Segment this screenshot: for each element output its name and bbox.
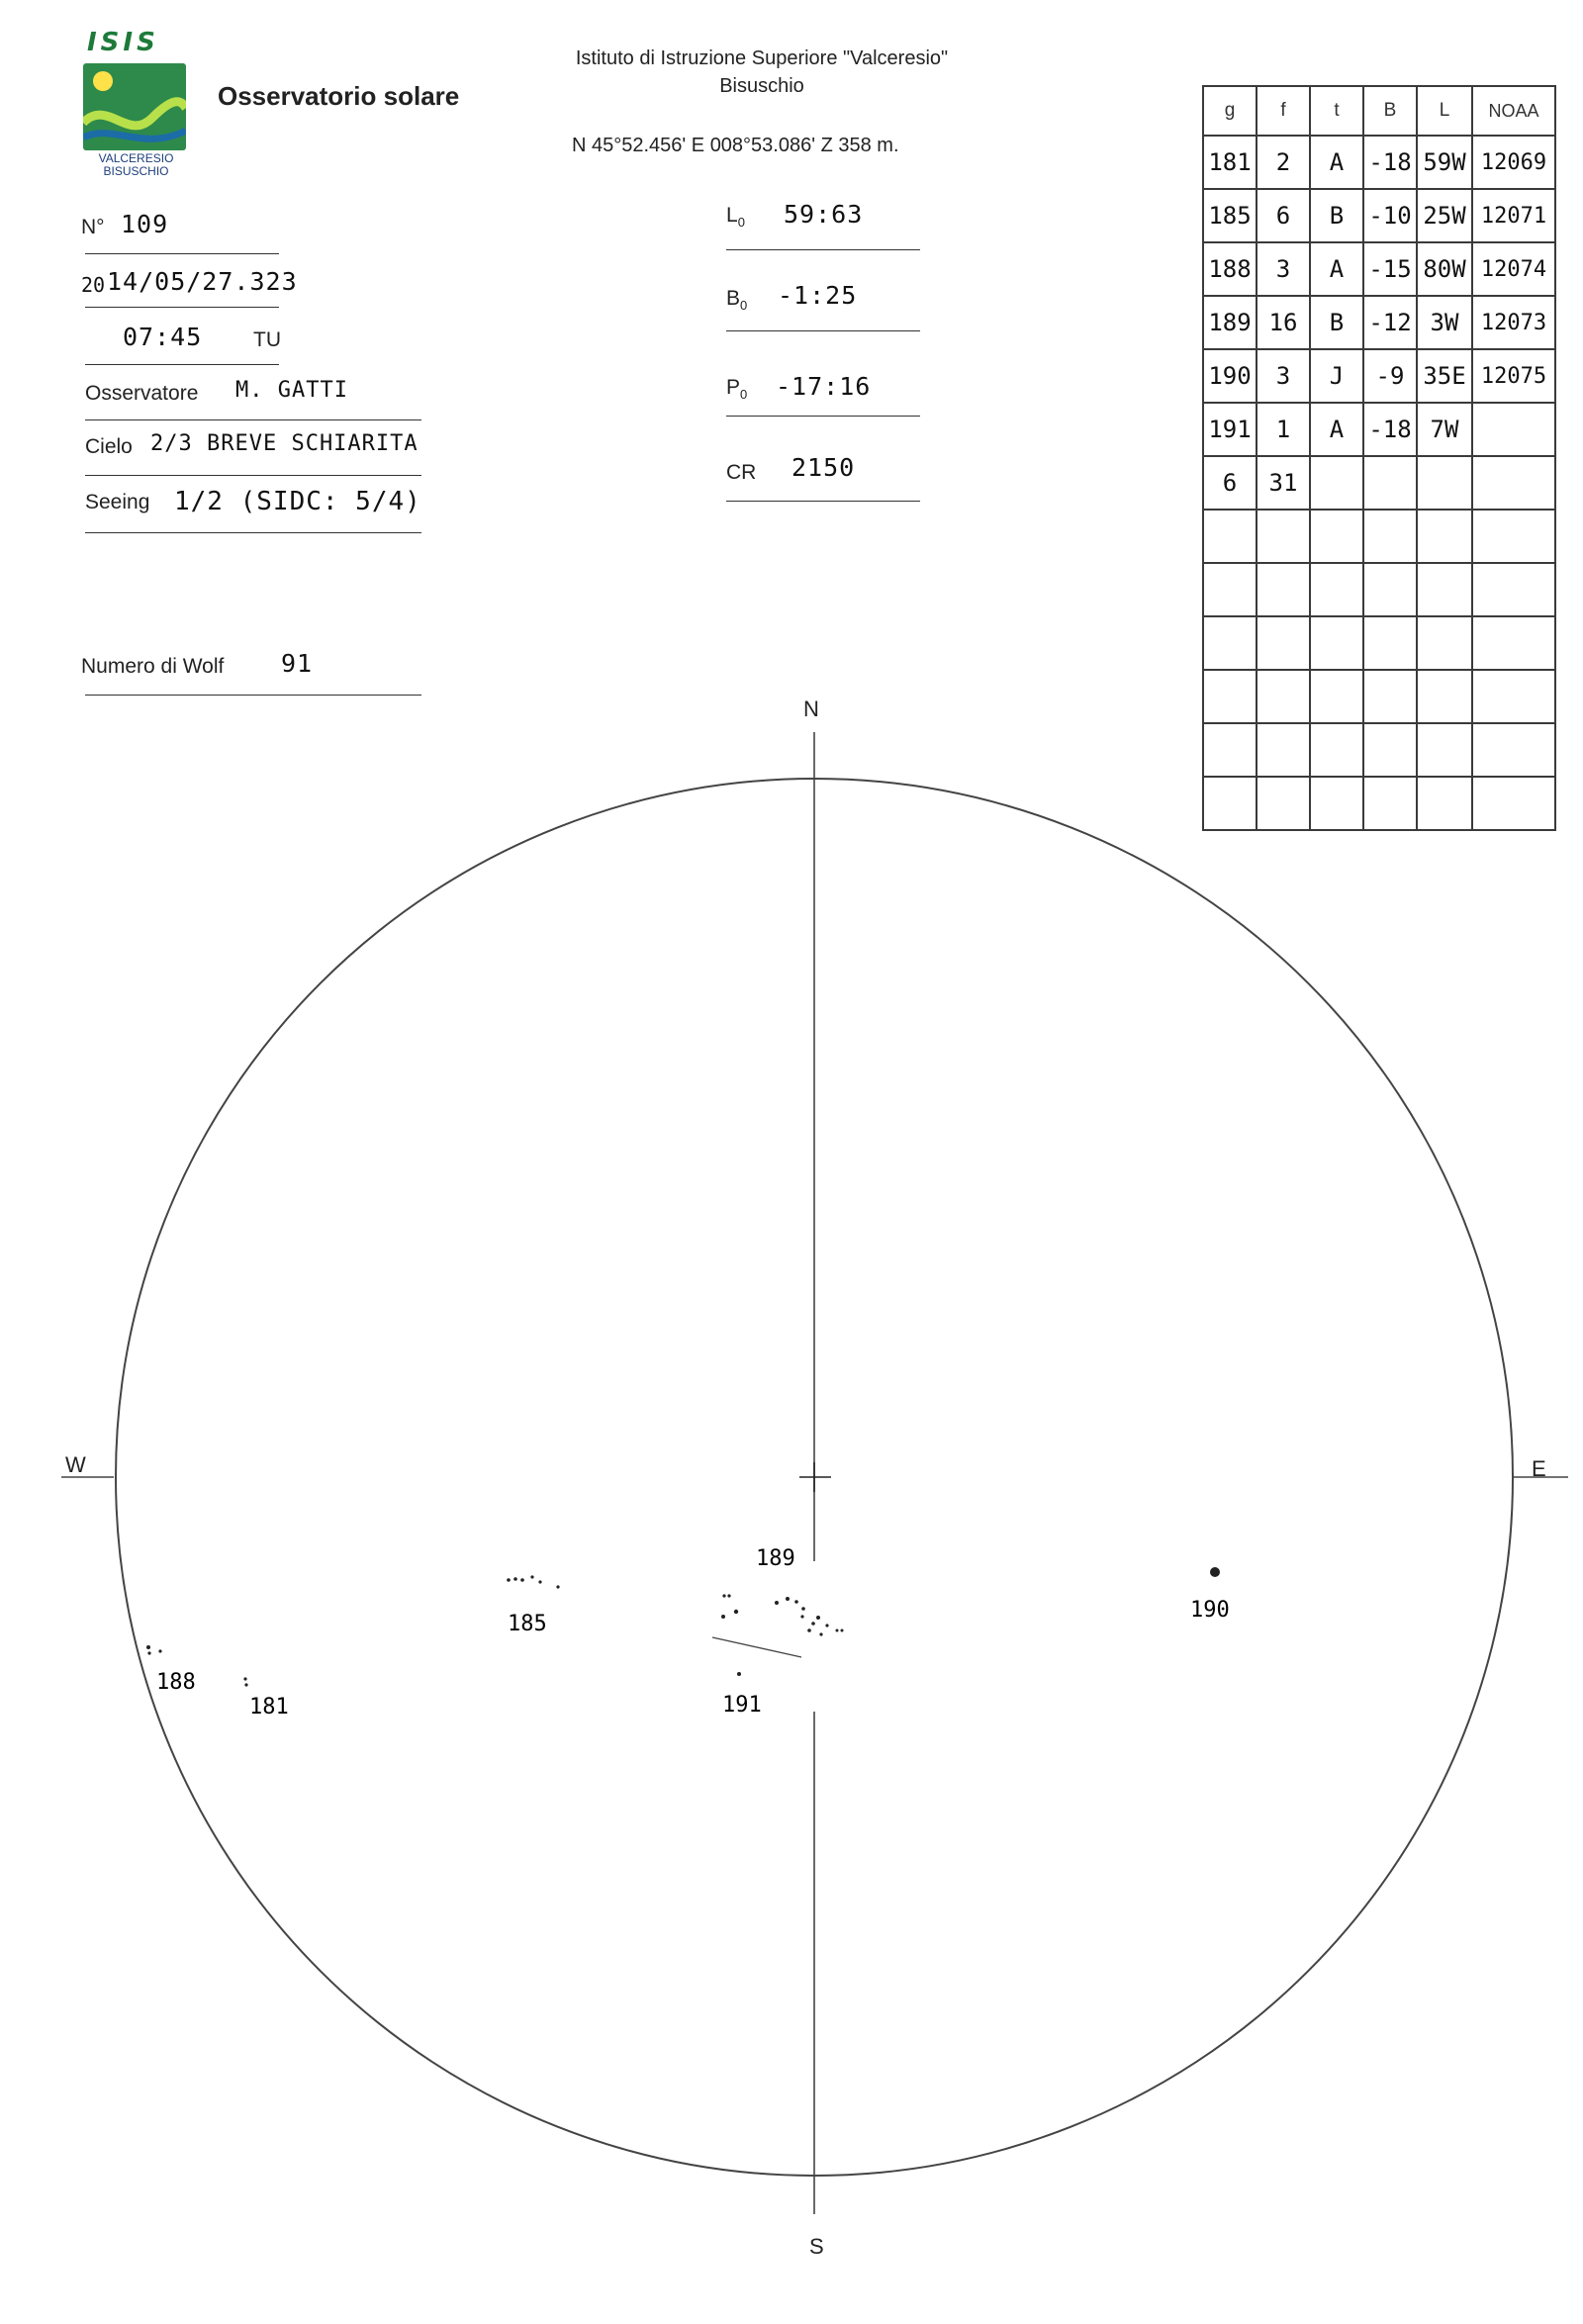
table-cell: B [1310,189,1363,242]
table-cell: A [1310,242,1363,296]
table-cell: 3 [1257,242,1310,296]
table-cell: 3 [1257,349,1310,403]
record-number: 109 [121,210,169,238]
table-header-cell: L [1417,86,1472,136]
table-cell: 2 [1257,136,1310,189]
p0-label-sub: 0 [740,387,748,403]
table-cell: 3W [1417,296,1472,349]
b0-value: -1:25 [778,281,858,310]
table-cell: 59W [1417,136,1472,189]
observation-time: 07:45 [123,323,203,351]
logo-line1: VALCERESIO [98,151,174,165]
table-cell: 190 [1203,349,1257,403]
p0-label-text: P [726,376,741,399]
cr-label: CR [726,461,757,484]
sunspot-group-189 [721,1594,844,1635]
wolf-number-label: Numero di Wolf [81,655,225,678]
observer-label: Osservatore [85,382,199,405]
table-cell: 185 [1203,189,1257,242]
b0-label-text: B [726,287,741,310]
table-header-cell: t [1310,86,1363,136]
number-label: N° [81,216,105,238]
table-cell: 12075 [1472,349,1555,403]
page-title: Osservatorio solare [218,81,460,111]
date-prefix: 20 [81,273,106,297]
group-label-189: 189 [756,1546,795,1571]
table-cell: 189 [1203,296,1257,349]
group-label-190: 190 [1190,1598,1230,1623]
table-cell: B [1310,296,1363,349]
table-cell: 12073 [1472,296,1555,349]
table-cell: -9 [1363,349,1417,403]
b0-label-sub: 0 [740,298,748,314]
group-separator-line [712,1637,801,1657]
table-cell: -18 [1363,136,1417,189]
sky-label: Cielo [85,435,133,458]
seeing-value: 1/2 (SIDC: 5/4) [174,487,421,516]
cr-value: 2150 [792,453,856,482]
table-cell: -10 [1363,189,1417,242]
observation-date: 14/05/27.323 [107,267,298,296]
table-header-cell: f [1257,86,1310,136]
table-cell: 25W [1417,189,1472,242]
north-label: N [803,697,819,721]
sunspot-group-190 [1210,1567,1220,1577]
table-cell: 7W [1417,403,1472,456]
p0-value: -17:16 [776,372,872,401]
sunspot-group-188 [146,1645,162,1655]
wolf-number: 91 [281,649,314,678]
time-unit: TU [253,328,281,351]
sky-condition: 2/3 BREVE SCHIARITA [150,431,419,456]
group-label-191: 191 [722,1693,762,1718]
table-cell: 35E [1417,349,1472,403]
west-label: W [65,1452,86,1477]
table-cell: 80W [1417,242,1472,296]
group-label-185: 185 [508,1612,547,1636]
institute-name: Istituto di Istruzione Superiore "Valceresio" [575,47,949,69]
l0-value: 59:63 [784,200,864,229]
table-cell: J [1310,349,1363,403]
table-cell: -18 [1363,403,1417,456]
table-header-cell: NOAA [1472,86,1555,136]
table-cell: 188 [1203,242,1257,296]
table-cell: 12071 [1472,189,1555,242]
south-label: S [809,2234,824,2259]
group-label-188: 188 [156,1670,196,1695]
seeing-label: Seeing [85,491,150,513]
observatory-coordinates: N 45°52.456' E 008°53.086' Z 358 m. [572,135,899,156]
institute-town: Bisuschio [719,75,804,97]
east-label: E [1532,1456,1546,1481]
table-cell: 6 [1257,189,1310,242]
table-cell: 31 [1257,456,1310,510]
table-cell: A [1310,403,1363,456]
sunspot-group-185 [507,1575,559,1588]
table-cell: A [1310,136,1363,189]
table-cell: -15 [1363,242,1417,296]
l0-label-sub: 0 [737,215,745,231]
table-cell: -12 [1363,296,1417,349]
sunspot-group-181 [243,1677,247,1686]
sunspot-group-191 [737,1672,741,1676]
table-header-cell: g [1203,86,1257,136]
l0-label-text: L [726,204,738,227]
table-cell: 12069 [1472,136,1555,189]
table-cell: 191 [1203,403,1257,456]
table-cell: 181 [1203,136,1257,189]
table-cell: 1 [1257,403,1310,456]
logo-mark: ISIS [87,28,159,57]
table-header-cell: B [1363,86,1417,136]
table-cell: 6 [1203,456,1257,510]
group-label-181: 181 [249,1695,289,1720]
table-cell: 12074 [1472,242,1555,296]
table-cell: 16 [1257,296,1310,349]
logo-line2: BISUSCHIO [103,164,169,178]
observer-name: M. GATTI [235,378,348,403]
